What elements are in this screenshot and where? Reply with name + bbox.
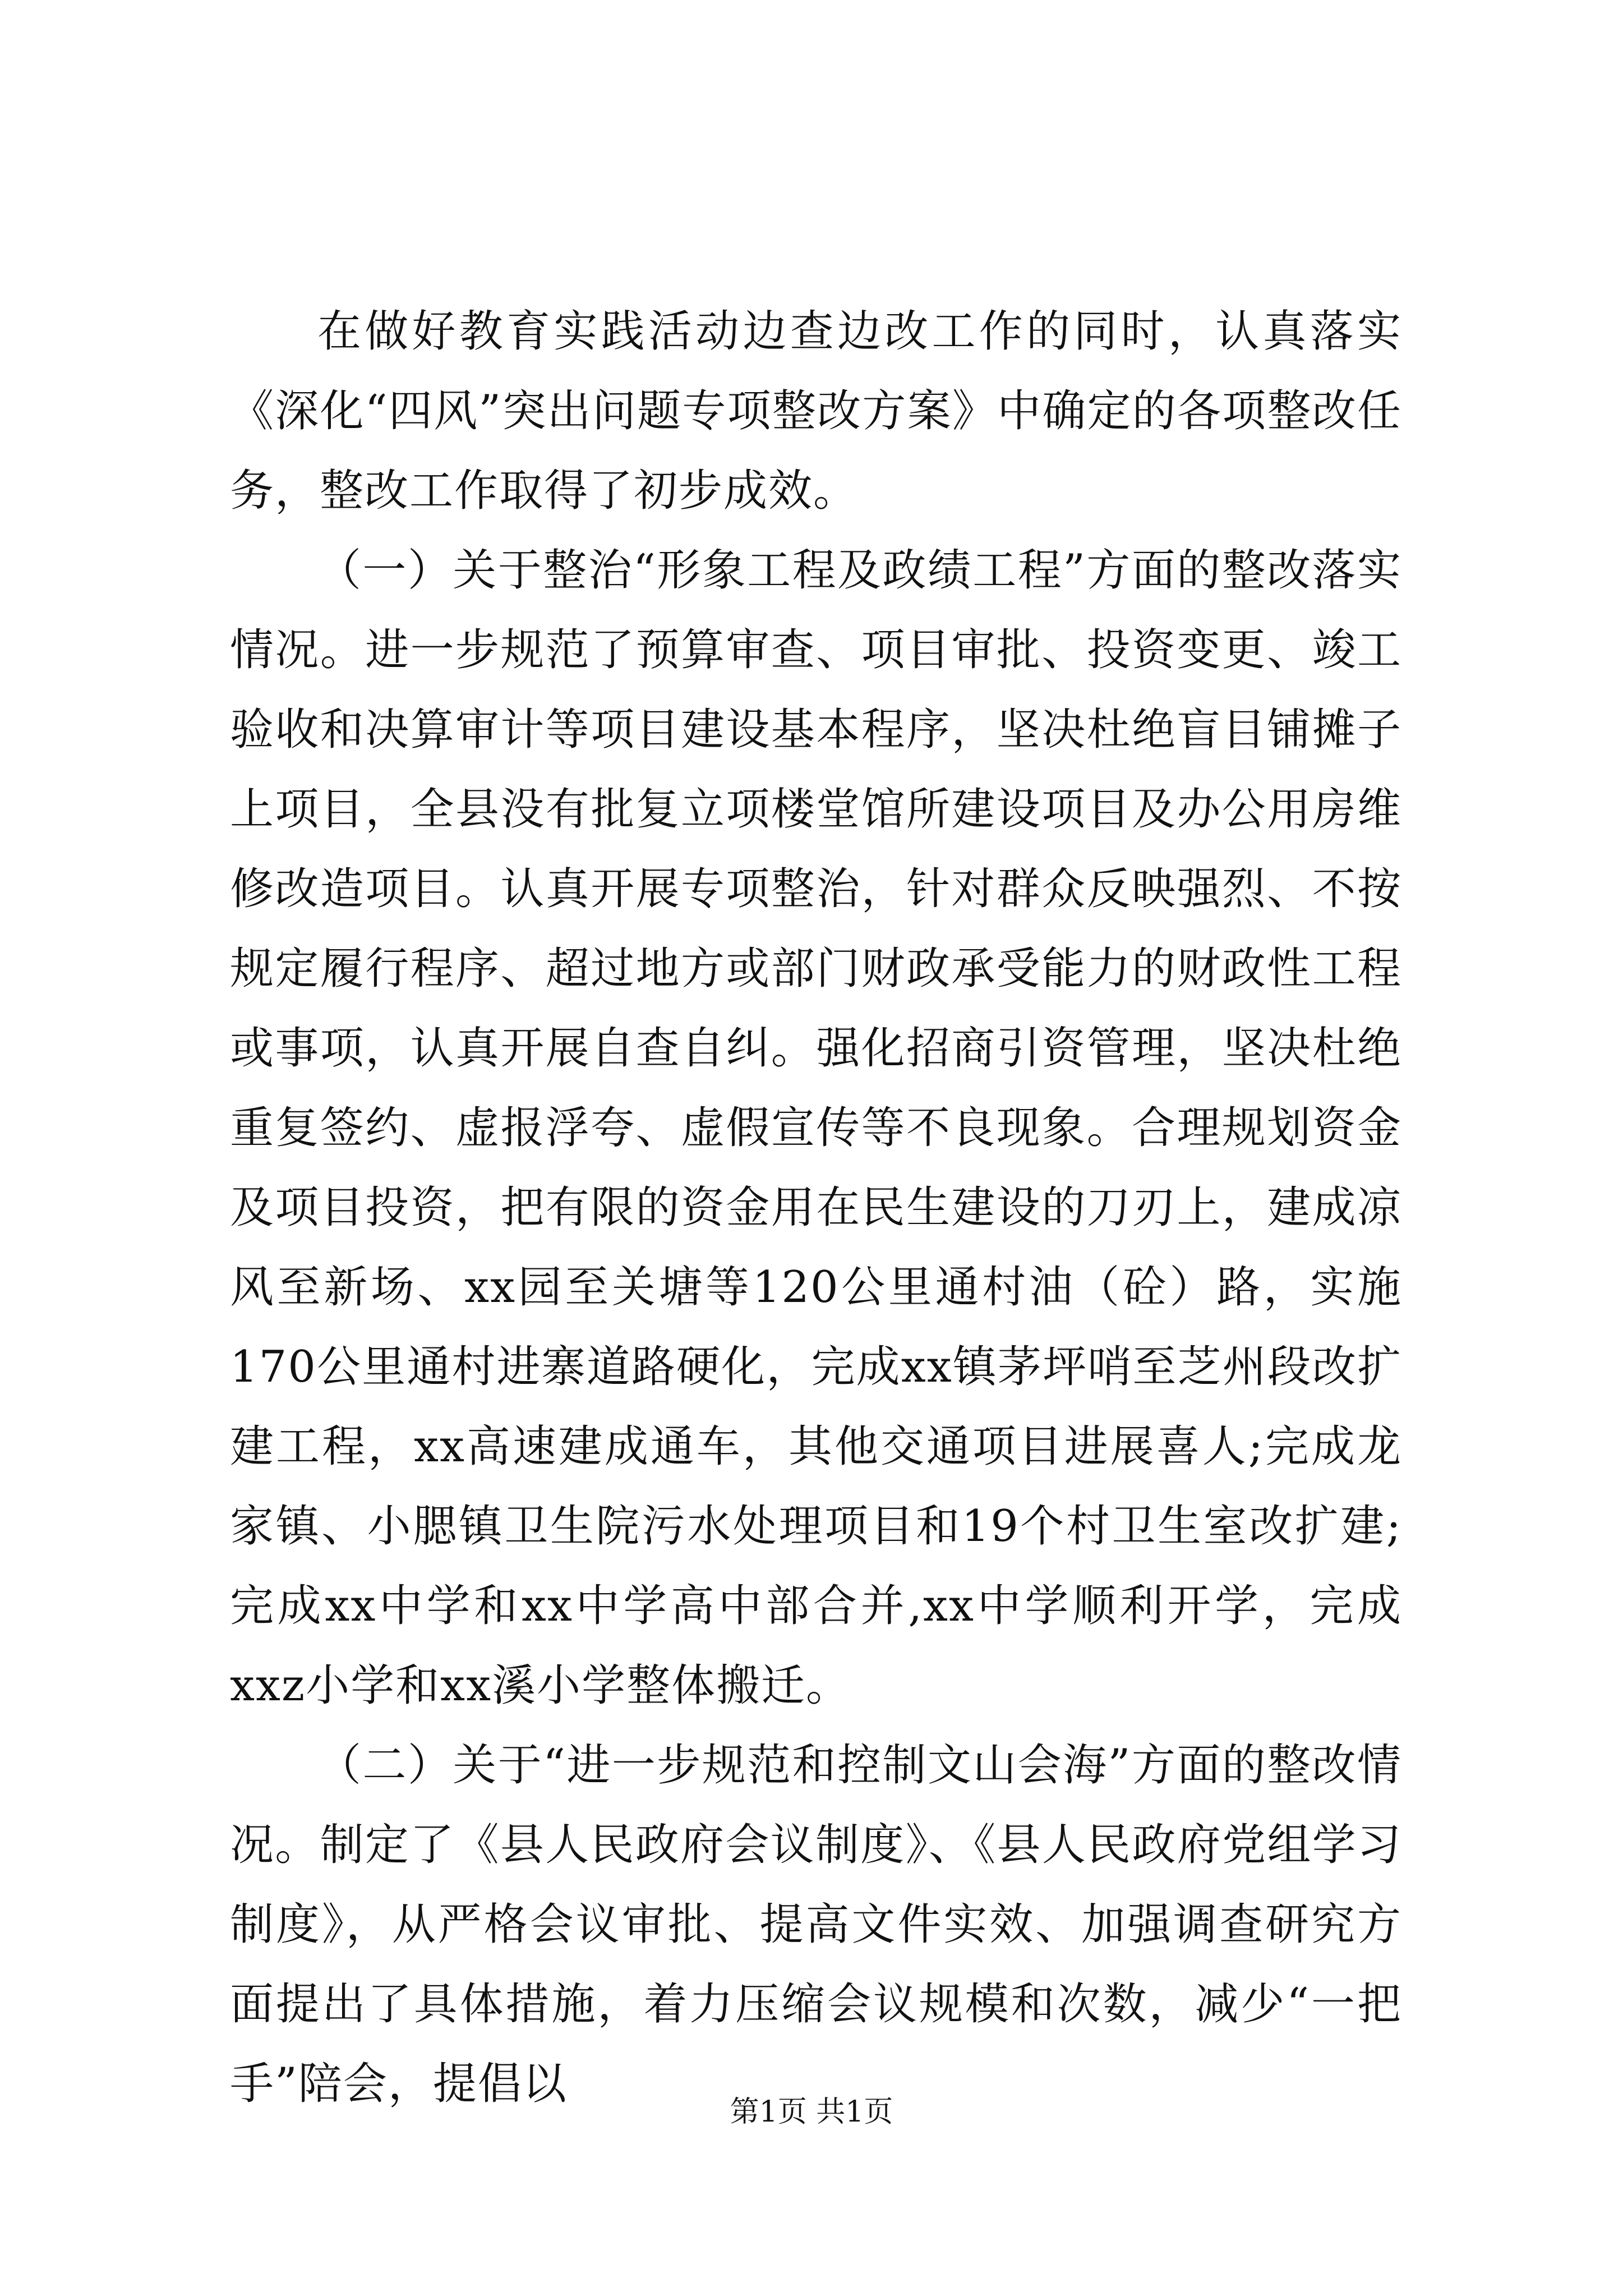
page-footer: 第1页 共1页 (730, 2095, 893, 2129)
document-body (230, 292, 1402, 2124)
paragraph-intro: 在做好教育实践活动边查边改工作的同时，认真落实《深化“四风”突出问题专项整改方案》中确定的各项整改任务，整改工作取得了初步成效。 (230, 306, 1402, 516)
paragraph-section-1: （一）关于整治“形象工程及政绩工程”方面的整改落实情况。进一步规范了预算审查、项目审批、投资变更、竣工验收和决算审计等项目建设基本程序，坚决杜绝盲目铺摊子上项目，全县没有批复立项楼堂馆所建设项目及办公用房维修改造项目。认真开展专项整治，针对群众反映强烈、不按规定履行程序、超过地方或部门财政承受能力的财政性工程或事项，认真开展自查自纠。强化招商引资管理，坚决杜绝重复签约、虚报浮夸、虚假宣传等不良现象。合理规划资金及项目投资，把有限的资金用在民生建设的刀刃上，建成凉风至新场、xx园至关塘等120公里通村油（砼）路，实施170公里通村进寨道路硬化，完成xx镇茅坪哨至芝州段改扩建工程，xx高速建成通车，其他交通项目进展喜人;完成龙家镇、小腮镇卫生院污水处理项目和19个村卫生室改扩建;完成xx中学和xx中学高中部合并,xx中学顺利开学，完成xxz小学和xx溪小学整体搬迁。 (230, 545, 1402, 1711)
paragraph-section-2: （二）关于“进一步规范和控制文山会海”方面的整改情况。制定了《县人民政府会议制度》、《县人民政府党组学习制度》，从严格会议审批、提高文件实效、加强调查研究方面提出了具体措施，着力压缩会议规模和次数，减少“一把手”陪会，提倡以 (230, 1740, 1402, 2109)
